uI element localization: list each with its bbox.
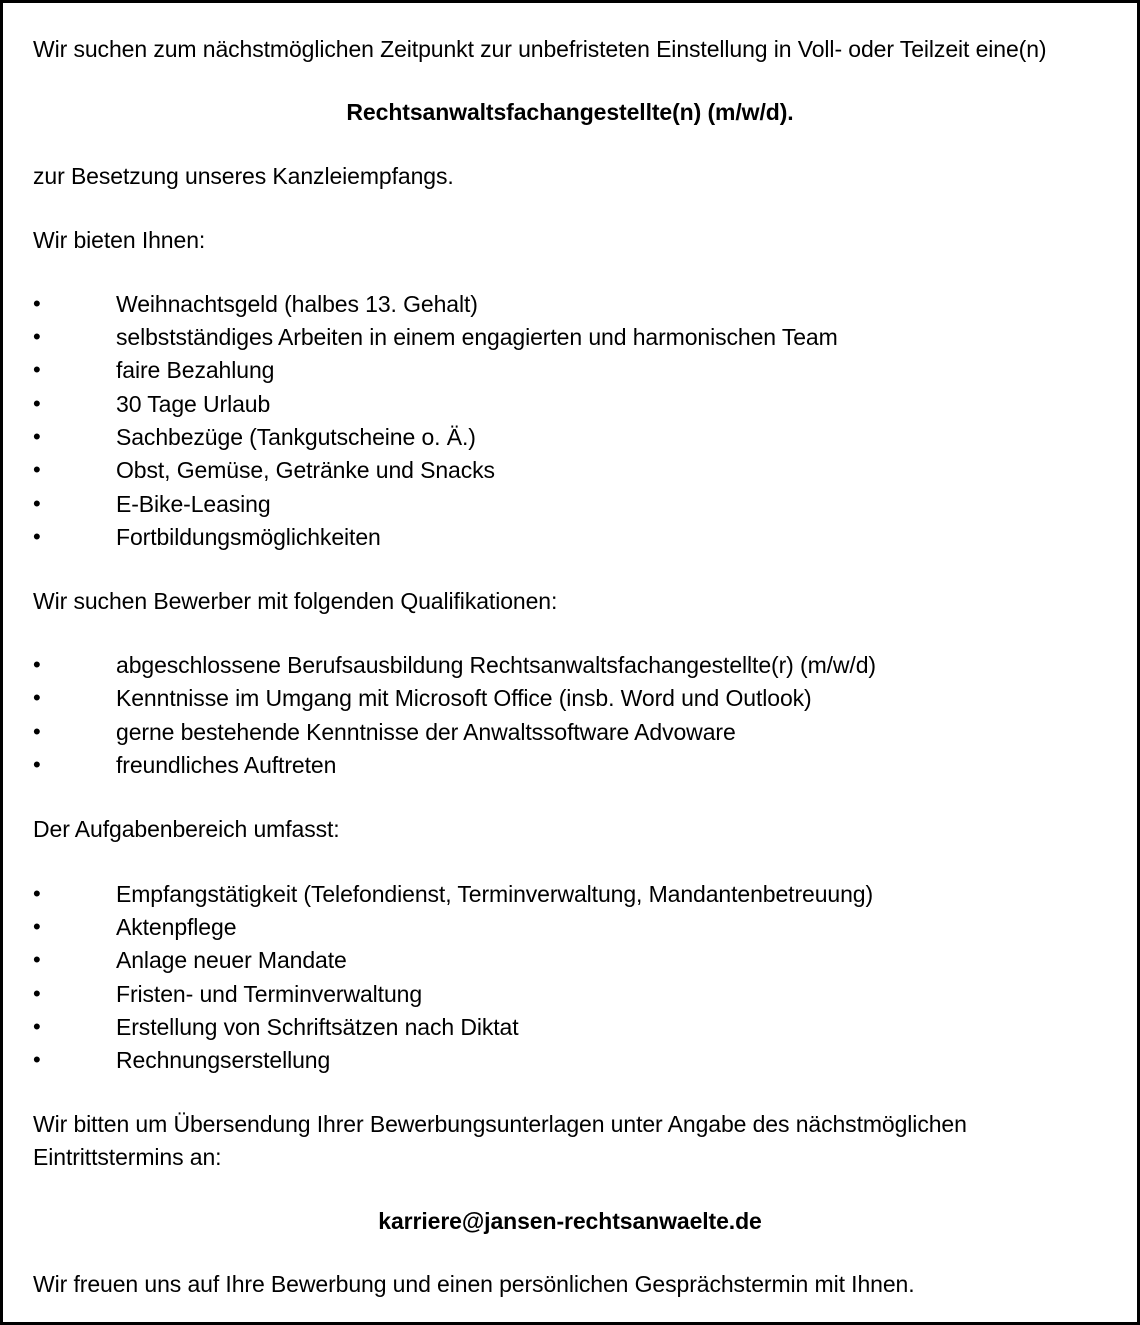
offer-item-text: selbstständiges Arbeiten in einem engagierten und harmonischen Team — [116, 324, 838, 350]
intro-text: Wir suchen zum nächstmöglichen Zeitpunkt zur unbefristeten Einstellung in Voll- oder Teilzeit eine(n) — [33, 36, 1047, 62]
task-item-text: Aktenpflege — [116, 914, 237, 940]
offer-item-text: Fortbildungsmöglichkeiten — [116, 524, 381, 550]
application-request: Wir bitten um Übersendung Ihrer Bewerbungsunterlagen unter Angabe des nächstmöglichen Eintrittstermins an: — [33, 1111, 967, 1170]
list-item — [33, 717, 1107, 747]
task-item-text: Empfangstätigkeit (Telefondienst, Terminverwaltung, Mandantenbetreuung) — [116, 881, 874, 907]
offer-item-text: faire Bezahlung — [116, 357, 275, 383]
bullet-icon: • — [33, 1047, 41, 1072]
list-item — [33, 522, 1107, 552]
list-item — [33, 1012, 1107, 1042]
offer-heading: Wir bieten Ihnen: — [33, 227, 206, 253]
bullet-icon: • — [33, 685, 41, 710]
qualification-item-text: freundliches Auftreten — [116, 752, 337, 778]
list-item — [33, 455, 1107, 485]
bullet-icon: • — [33, 357, 41, 382]
contact-email[interactable]: karriere@jansen-rechtsanwaelte.de — [378, 1208, 762, 1234]
bullet-icon: • — [33, 881, 41, 906]
task-item-text: Fristen- und Terminverwaltung — [116, 981, 423, 1007]
list-item — [33, 422, 1107, 452]
list-item — [33, 750, 1107, 780]
qualification-item-text: Kenntnisse im Umgang mit Microsoft Office (insb. Word und Outlook) — [116, 685, 812, 711]
bullet-icon: • — [33, 752, 41, 777]
list-item — [33, 979, 1107, 1009]
bullet-icon: • — [33, 1014, 41, 1039]
closing-text: Wir freuen uns auf Ihre Bewerbung und einen persönlichen Gesprächstermin mit Ihnen. — [33, 1271, 915, 1297]
offer-item-text: Sachbezüge (Tankgutscheine o. Ä.) — [116, 424, 476, 450]
list-item — [33, 389, 1107, 419]
bullet-icon: • — [33, 652, 41, 677]
list-item — [33, 945, 1107, 975]
bullet-icon: • — [33, 914, 41, 939]
list-item — [33, 322, 1107, 352]
list-item — [33, 879, 1107, 909]
task-item-text: Anlage neuer Mandate — [116, 947, 347, 973]
offer-item-text: E-Bike-Leasing — [116, 491, 271, 517]
qualification-item-text: gerne bestehende Kenntnisse der Anwaltssoftware Advoware — [116, 719, 736, 745]
bullet-icon: • — [33, 524, 41, 549]
task-item-text: Rechnungserstellung — [116, 1047, 331, 1073]
position-title: Rechtsanwaltsfachangestellte(n) (m/w/d). — [346, 99, 794, 125]
purpose-text: zur Besetzung unseres Kanzleiempfangs. — [33, 163, 454, 189]
bullet-icon: • — [33, 491, 41, 516]
offer-item-text: Weihnachtsgeld (halbes 13. Gehalt) — [116, 291, 478, 317]
list-item — [33, 289, 1107, 319]
offer-item-text: Obst, Gemüse, Getränke und Snacks — [116, 457, 495, 483]
qualification-item-text: abgeschlossene Berufsausbildung Rechtsanwaltsfachangestellte(r) (m/w/d) — [116, 652, 876, 678]
bullet-icon: • — [33, 291, 41, 316]
list-item — [33, 489, 1107, 519]
tasks-heading: Der Aufgabenbereich umfasst: — [33, 816, 340, 842]
list-item — [33, 650, 1107, 680]
bullet-icon: • — [33, 424, 41, 449]
bullet-icon: • — [33, 324, 41, 349]
task-item-text: Erstellung von Schriftsätzen nach Diktat — [116, 1014, 519, 1040]
list-item — [33, 683, 1107, 713]
bullet-icon: • — [33, 981, 41, 1006]
qualification-heading: Wir suchen Bewerber mit folgenden Qualifikationen: — [33, 588, 558, 614]
list-item — [33, 1045, 1107, 1075]
bullet-icon: • — [33, 391, 41, 416]
bullet-icon: • — [33, 719, 41, 744]
list-item — [33, 355, 1107, 385]
offer-item-text: 30 Tage Urlaub — [116, 391, 271, 417]
bullet-icon: • — [33, 947, 41, 972]
list-item — [33, 912, 1107, 942]
bullet-icon: • — [33, 457, 41, 482]
